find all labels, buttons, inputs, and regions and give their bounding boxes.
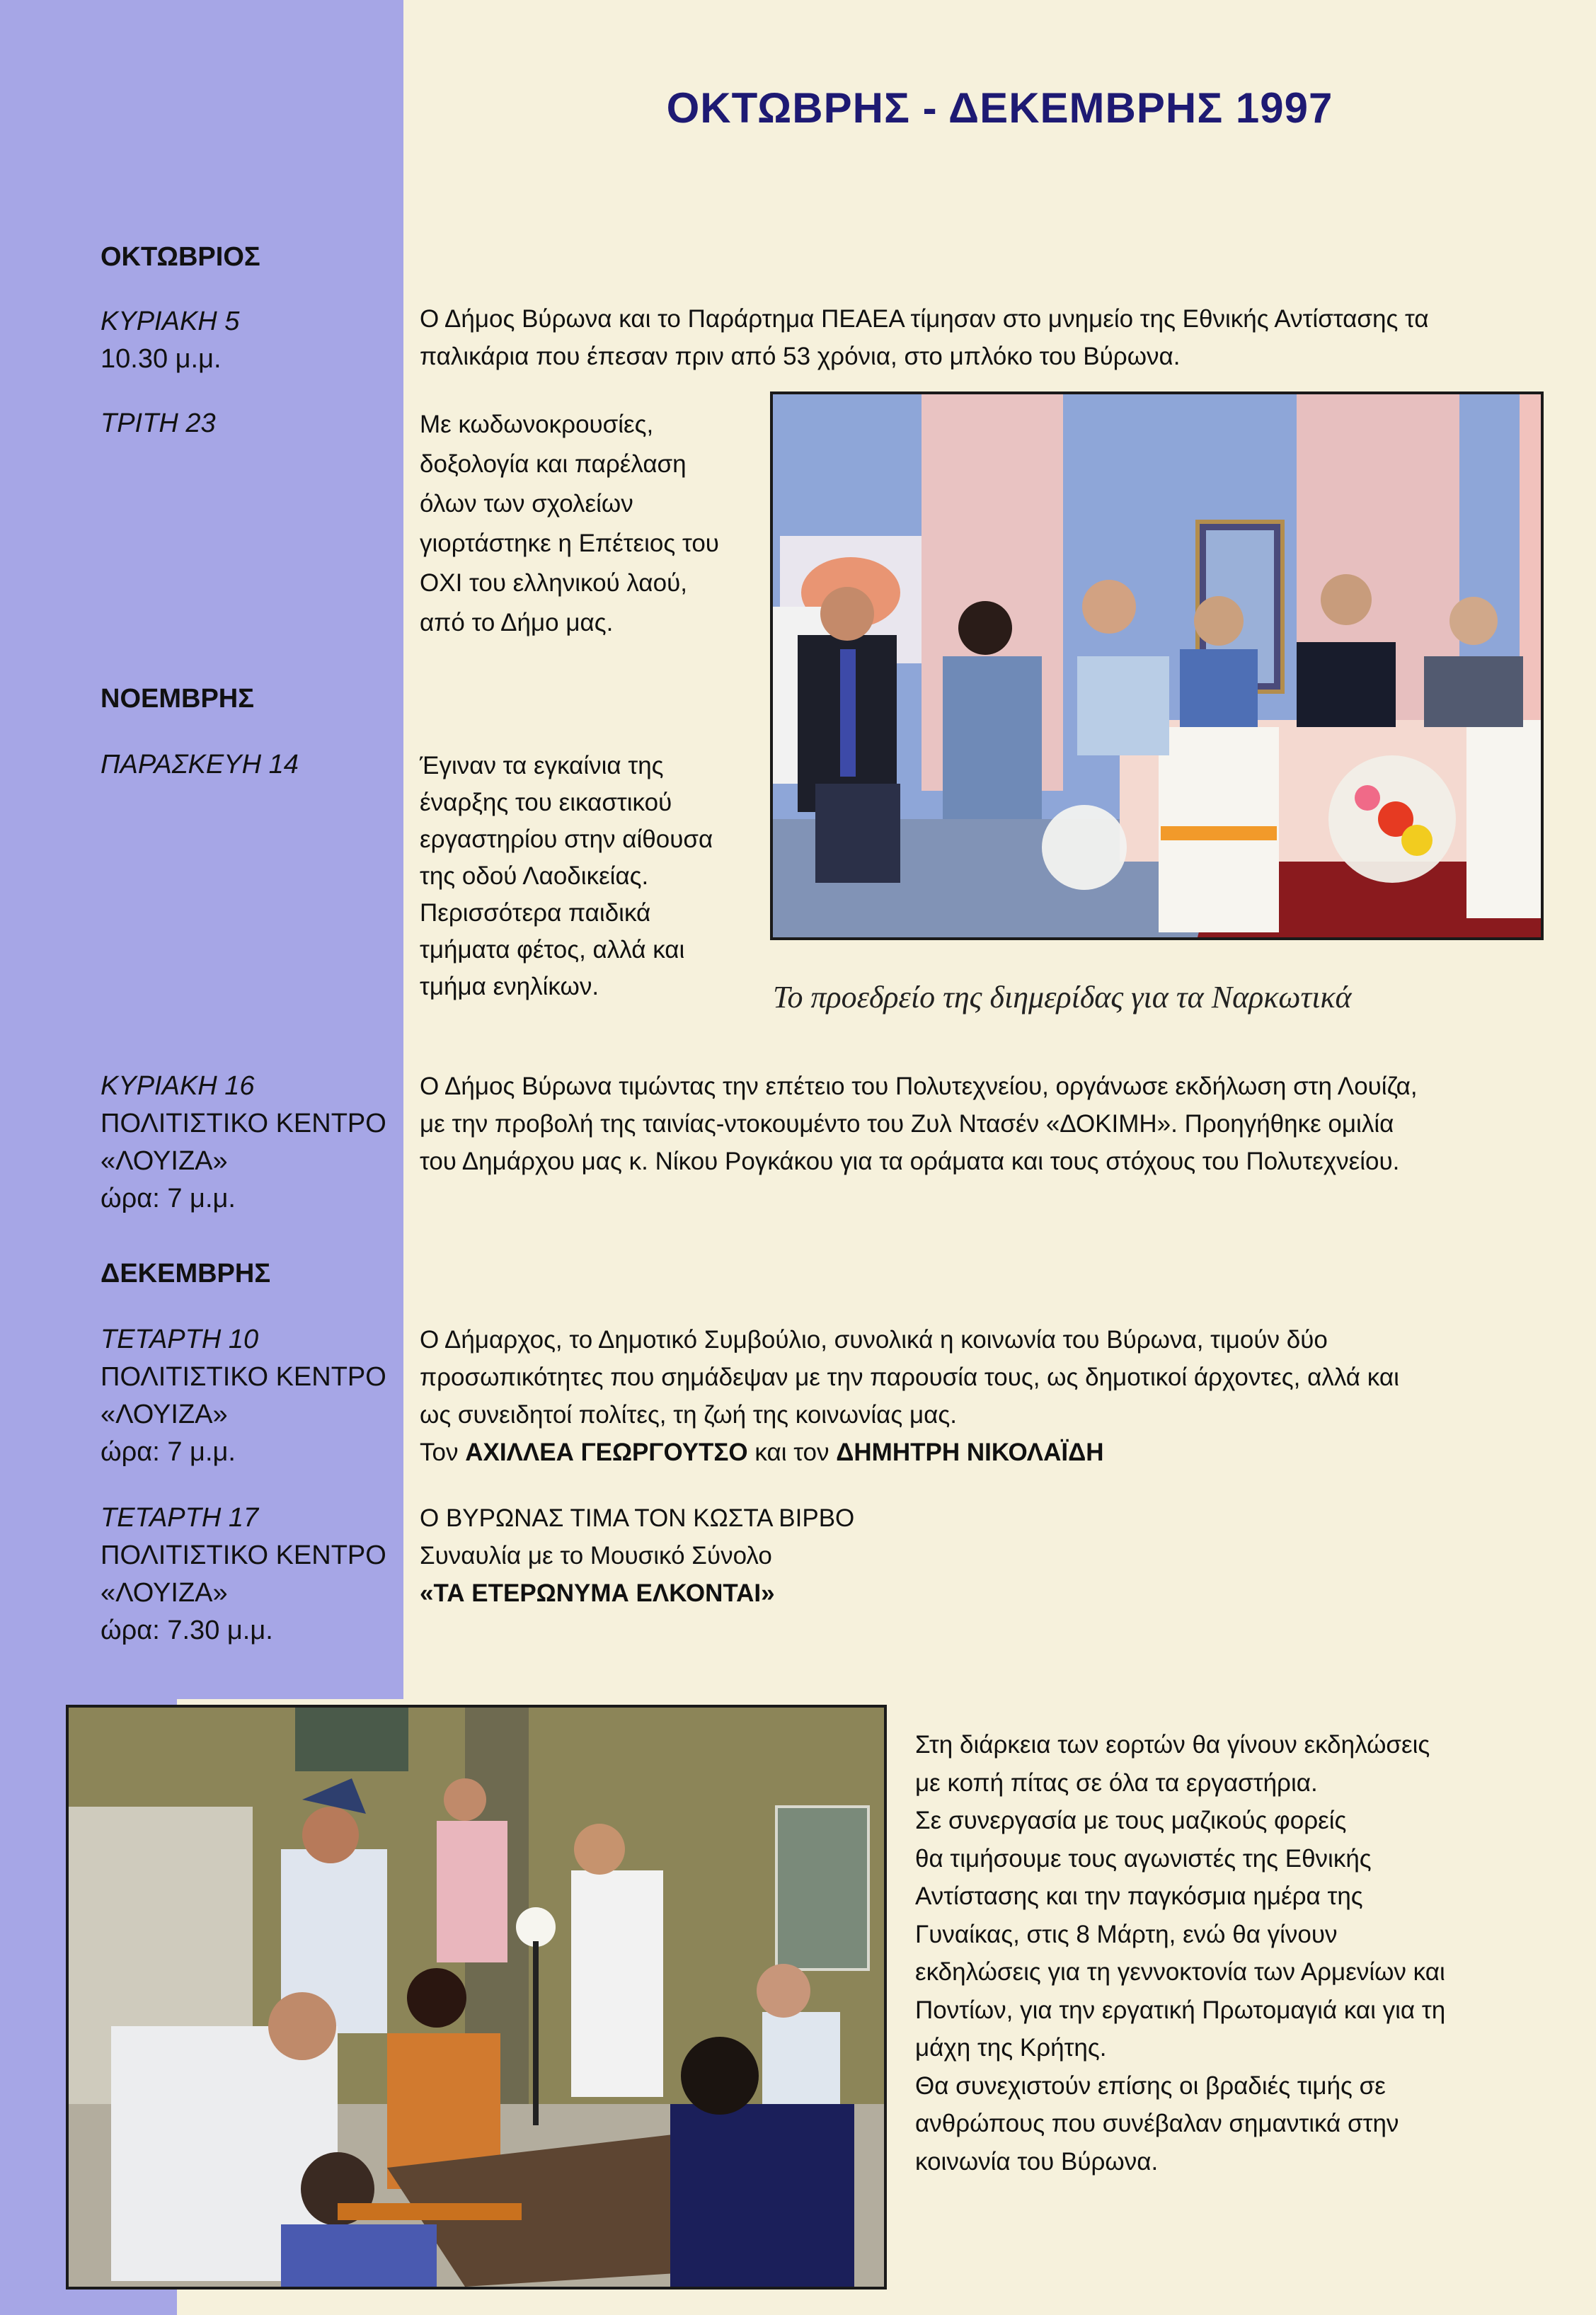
event-venue-name: «ΛΟΥΙΖΑ» bbox=[101, 1578, 228, 1608]
honorees-prefix: Τον bbox=[420, 1439, 459, 1466]
event-day: ΚΥΡΙΑΚΗ 16 bbox=[101, 1071, 255, 1101]
text-line: από το Δήμο μας. bbox=[420, 609, 614, 636]
text-line: Γυναίκας, στις 8 Μάρτη, ενώ θα γίνουν bbox=[915, 1920, 1338, 1948]
event-day: ΤΕΤΑΡΤΗ 17 bbox=[101, 1503, 259, 1533]
page-title: ΟΚΤΩΒΡΗΣ - ΔΕΚΕΜΒΡΗΣ 1997 bbox=[666, 84, 1333, 132]
event-venue: ΠΟΛΙΤΙΣΤΙΚΟ ΚΕΝΤΡΟ bbox=[101, 1109, 386, 1138]
date-dec-17 bbox=[101, 1499, 386, 1650]
event-time: ώρα: 7 μ.μ. bbox=[101, 1437, 236, 1467]
text-line: Στη διάρκεια των εορτών θα γίνουν εκδηλώσεις bbox=[915, 1731, 1430, 1759]
text-line: ΟΧΙ του ελληνικού λαού, bbox=[420, 569, 687, 597]
text-line: Αντίστασης και την παγκόσμια ημέρα της bbox=[915, 1882, 1363, 1910]
month-heading-december: ΔΕΚΕΜΒΡΗΣ bbox=[101, 1259, 271, 1288]
event-venue-name: «ΛΟΥΙΖΑ» bbox=[101, 1400, 228, 1429]
date-oct-5 bbox=[101, 303, 239, 378]
date-nov-14 bbox=[101, 746, 299, 784]
honorees-line bbox=[420, 1434, 1399, 1471]
text-line: εκδηλώσεις για τη γεννοκτονία των Αρμενίων και bbox=[915, 1958, 1445, 1986]
date-oct-23 bbox=[101, 405, 216, 442]
text-line: τμήμα ενηλίκων. bbox=[420, 973, 599, 1000]
text-line: Θα συνεχιστούν επίσης οι βραδιές τιμής σε bbox=[915, 2071, 1386, 2100]
event-time: ώρα: 7.30 μ.μ. bbox=[101, 1616, 273, 1645]
text-line: προσωπικότητες που σημάδεψαν με την παρουσία τους, ως δημοτικοί άρχοντες, αλλά και bbox=[420, 1364, 1399, 1391]
concert-subtitle: Συναυλία με το Μουσικό Σύνολο bbox=[420, 1542, 772, 1570]
text-line: της οδού Λαοδικείας. bbox=[420, 862, 649, 890]
event-venue: ΠΟΛΙΤΙΣΤΙΚΟ ΚΕΝΤΡΟ bbox=[101, 1362, 386, 1392]
text-line: ως συνειδητοί πολίτες, τη ζωή της κοινωνίας μας. bbox=[420, 1401, 957, 1429]
event-day: ΚΥΡΙΑΚΗ 5 bbox=[101, 307, 240, 336]
text-line: όλων των σχολείων bbox=[420, 490, 633, 518]
photo-outdoor-gathering bbox=[66, 1705, 887, 2290]
event-day: ΤΡΙΤΗ 23 bbox=[101, 408, 216, 438]
honoree-name: ΑΧΙΛΛΕΑ ΓΕΩΡΓΟΥΤΣΟ bbox=[465, 1439, 748, 1466]
honorees-joiner: και τον bbox=[754, 1439, 829, 1466]
date-dec-10 bbox=[101, 1321, 386, 1471]
text-line: με την προβολή της ταινίας-ντοκουμέντο του Ζυλ Ντασέν «ΔΟΚΙΜΗ». Προηγήθηκε ομιλία bbox=[420, 1110, 1394, 1138]
event-text-oct-5 bbox=[420, 300, 1429, 375]
text-line: γιορτάστηκε η Επέτειος του bbox=[420, 530, 719, 557]
date-nov-16 bbox=[101, 1068, 386, 1218]
photo-gathering-illustration bbox=[69, 1708, 884, 2287]
text-line: Ποντίων, για την εργατική Πρωτομαγιά και για τη bbox=[915, 1996, 1446, 2024]
event-venue: ΠΟΛΙΤΙΣΤΙΚΟ ΚΕΝΤΡΟ bbox=[101, 1541, 386, 1570]
event-text-nov-14 bbox=[420, 748, 713, 1005]
closing-paragraph bbox=[915, 1726, 1445, 2180]
text-line: θα τιμήσουμε τους αγωνιστές της Εθνικής bbox=[915, 1844, 1372, 1873]
text-line: Σε συνεργασία με τους μαζικούς φορείς bbox=[915, 1807, 1347, 1834]
text-line: εργαστηρίου στην αίθουσα bbox=[420, 825, 713, 853]
event-venue-name: «ΛΟΥΙΖΑ» bbox=[101, 1146, 228, 1176]
event-time: 10.30 μ.μ. bbox=[101, 344, 222, 374]
text-line: Ο Δήμαρχος, το Δημοτικό Συμβούλιο, συνολικά η κοινωνία του Βύρωνα, τιμούν δύο bbox=[420, 1326, 1328, 1354]
event-day: ΤΕΤΑΡΤΗ 10 bbox=[101, 1325, 259, 1354]
text-line: Περισσότερα παιδικά bbox=[420, 899, 651, 927]
event-text-nov-16 bbox=[420, 1068, 1418, 1180]
text-line: Με κωδωνοκρουσίες, bbox=[420, 411, 654, 438]
event-text-dec-17 bbox=[420, 1499, 854, 1612]
photo-caption: Το προεδρείο της διημερίδας για τα Ναρκωτικά bbox=[773, 980, 1352, 1014]
text-line: με κοπή πίτας σε όλα τα εργαστήρια. bbox=[915, 1768, 1318, 1797]
month-heading-october: ΟΚΤΩΒΡΙΟΣ bbox=[101, 242, 260, 272]
text-line: κοινωνία του Βύρωνα. bbox=[915, 2147, 1159, 2176]
text-line: τμήματα φέτος, αλλά και bbox=[420, 936, 685, 964]
text-line: μάχη της Κρήτης. bbox=[915, 2034, 1107, 2062]
honoree-name: ΔΗΜΗΤΡΗ ΝΙΚΟΛΑΪΔΗ bbox=[836, 1439, 1104, 1466]
event-time: ώρα: 7 μ.μ. bbox=[101, 1184, 236, 1213]
photo-conference-panel bbox=[770, 391, 1544, 940]
ensemble-name: «ΤΑ ΕΤΕΡΩΝΥΜΑ ΕΛΚΟΝΤΑΙ» bbox=[420, 1579, 775, 1607]
photo-conference-illustration bbox=[773, 394, 1541, 937]
text-line: παλικάρια που έπεσαν πριν από 53 χρόνια, στο μπλόκο του Βύρωνα. bbox=[420, 343, 1181, 370]
text-line: ανθρώπους που συνέβαλαν σημαντικά στην bbox=[915, 2110, 1399, 2137]
event-text-dec-10 bbox=[420, 1321, 1399, 1471]
text-line: Έγιναν τα εγκαίνια της bbox=[420, 752, 664, 779]
text-line: Ο Δήμος Βύρωνα τιμώντας την επέτειο του Πολυτεχνείου, οργάνωσε εκδήλωση στη Λουίζα, bbox=[420, 1073, 1418, 1100]
concert-title: Ο ΒΥΡΩΝΑΣ ΤΙΜΑ ΤΟΝ ΚΩΣΤΑ ΒΙΡΒΟ bbox=[420, 1504, 855, 1532]
text-line: Ο Δήμος Βύρωνα και το Παράρτημα ΠΕΑΕΑ τίμησαν στο μνημείο της Εθνικής Αντίστασης τα bbox=[420, 305, 1429, 333]
event-day: ΠΑΡΑΣΚΕΥΗ 14 bbox=[101, 750, 299, 779]
text-line: του Δημάρχου μας κ. Νίκου Ρογκάκου για τα οράματα και τους στόχους του Πολυτεχνείου. bbox=[420, 1148, 1400, 1175]
text-line: έναρξης του εικαστικού bbox=[420, 789, 672, 816]
event-text-oct-23 bbox=[420, 405, 719, 643]
month-heading-november: ΝΟΕΜΒΡΗΣ bbox=[101, 684, 255, 714]
text-line: δοξολογία και παρέλαση bbox=[420, 450, 687, 478]
